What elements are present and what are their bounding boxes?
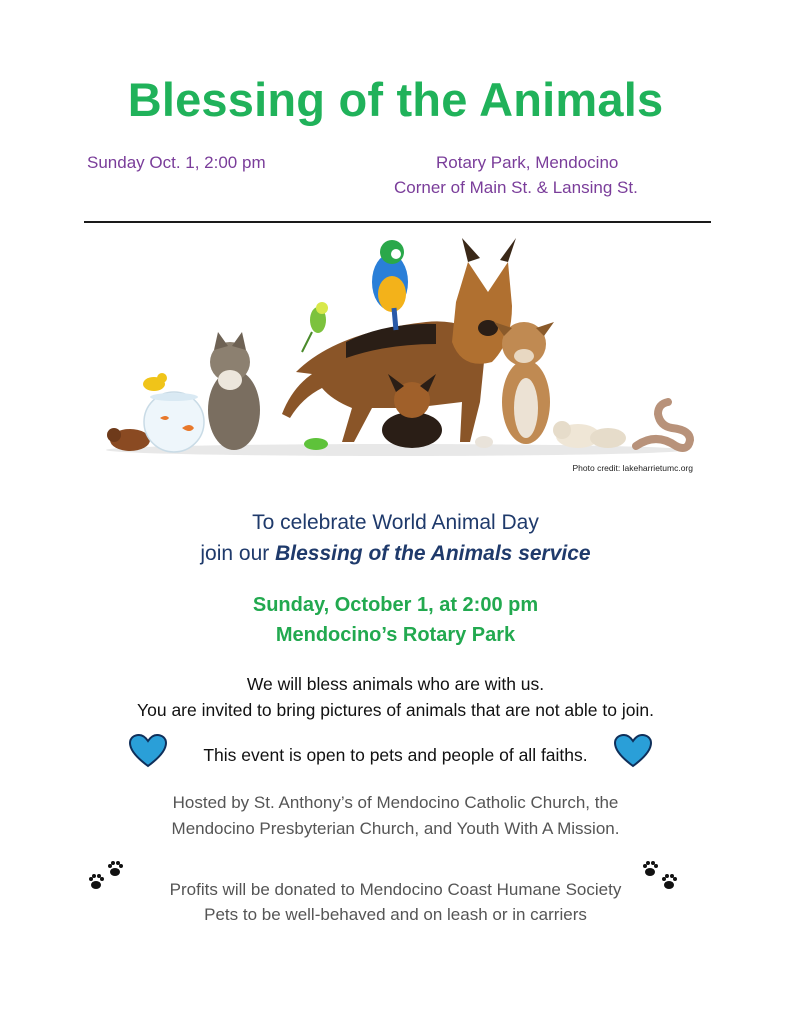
intro-line2 [0,542,791,566]
body-line1: We will bless animals who are with us. [246,674,545,694]
heart-icon [614,734,652,768]
dog-figure [494,322,554,444]
divider [84,221,711,223]
hosts-line1: Hosted by St. Anthony’s of Mendocino Catholic Church, the [172,793,619,812]
footer-line2: Pets to be well-behaved and on leash or in carriers [204,905,587,924]
guinea-pig-figure [107,428,150,451]
macaw-figure [372,240,408,330]
budgie-figure [302,302,328,352]
intro-line1: To celebrate World Animal Day [252,511,539,534]
intro-line2-prefix: join our [200,542,276,565]
event-location-line1: Rotary Park, Mendocino [436,153,619,172]
snake-figure [636,402,690,448]
open-event-line: This event is open to pets and people of all faiths. [203,745,588,765]
photo-credit: Photo credit: lakeharrietumc.org [572,463,693,473]
event-date-line: Sunday, October 1, at 2:00 pm [252,594,539,616]
fishbowl-figure [144,392,204,452]
cat-figure [208,332,260,450]
event-location-line2: Corner of Main St. & Lansing St. [394,178,638,197]
frog-figure [304,438,328,450]
ferret-figure [553,421,626,448]
page-title: Blessing of the Animals [127,73,664,126]
hosts-line2: Mendocino Presbyterian Church, and Youth With A Mission. [171,819,620,838]
event-place-line: Mendocino’s Rotary Park [275,624,516,646]
footer-line1: Profits will be donated to Mendocino Coast Humane Society [169,880,622,899]
intro-line2-emphasis: Blessing of the Animals service [275,542,591,565]
paw-print-icon [640,858,680,894]
body-line2: You are invited to bring pictures of animals that are not able to join. [137,700,654,720]
mouse-figure [475,436,493,448]
animals-photo [96,232,696,460]
yellow-bird-figure [143,373,167,391]
event-date-time: Sunday Oct. 1, 2:00 pm [87,153,266,172]
